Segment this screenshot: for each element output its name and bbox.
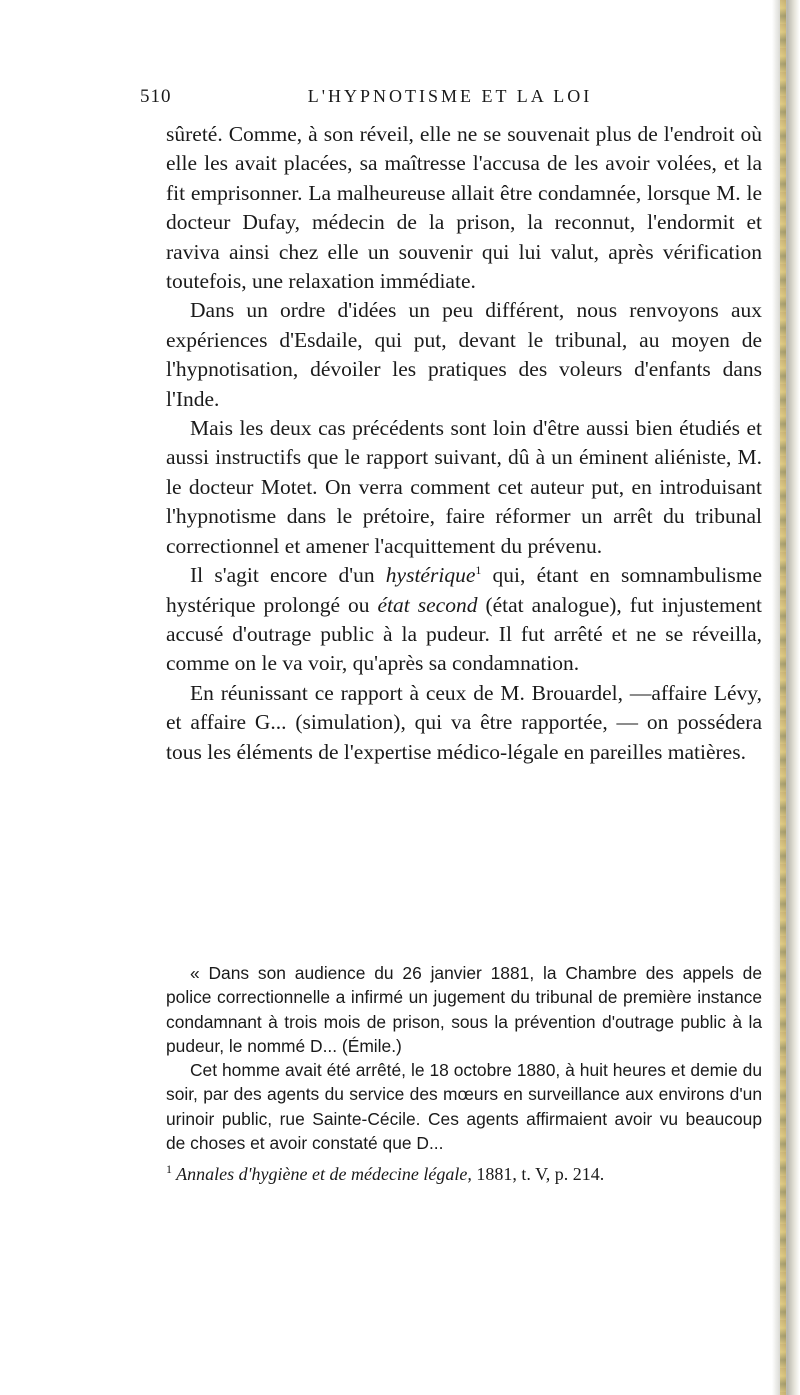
paragraph-4 — [166, 561, 762, 679]
running-title: L'HYPNOTISME ET LA LOI — [307, 86, 593, 106]
footnote-source-title: Annales d'hygiène et de médecine légale, — [172, 1164, 472, 1184]
footnote-ref-marker: 1 — [475, 562, 482, 577]
paragraph-2: Dans un ordre d'idées un peu différent, nous renvoyons aux expériences d'Esdaile, qui put, devant le tribunal, au moyen de l'hypnotisation, dévoiler les pratiques des voleurs d'enfants dans l'Inde. — [166, 298, 762, 411]
paragraph-4-after: (état analogue), fut injustement accusé d'outrage public à la pudeur. Il fut arrêté et ne se réveilla, comme on le va voir, qu'après sa condamnation. — [166, 592, 762, 676]
paragraph-1: sûreté. Comme, à son réveil, elle ne se souvenait plus de l'endroit où elle les avait placées, sa maîtresse l'accusa de les avoir volées, et la fit emprisonner. La malheureuse allait être condamnée, lorsque M. le docteur Dufay, médecin de la prison, la reconnut, l'endormit et raviva ainsi chez elle un souvenir qui lui valut, après vérification toutefois, une relaxation immédiate. — [166, 122, 762, 294]
page-number: 510 — [140, 86, 172, 107]
quote-paragraph-1: « Dans son audience du 26 janvier 1881, la Chambre des appels de police correctionnelle a infirmé un jugement du tribunal de première instance condamnant à trois mois de prison, sous la prévention d'outrage public à la pudeur, le nommé D... (Émile.) — [166, 963, 762, 1056]
page-header — [140, 86, 760, 110]
paragraph-4-middle: qui, étant en somnambulisme hystérique prolongé ou — [166, 563, 762, 617]
paragraph-3: Mais les deux cas précédents sont loin d'être aussi bien étudiés et aussi instructifs que le rapport suivant, dû à un éminent aliéniste, M. le docteur Motet. On verra comment cet auteur put, en introduisant l'hypnotisme dans le prétoire, faire réformer un arrêt du tribunal correctionnel et amener l'acquittement du prévenu. — [166, 416, 762, 558]
quoted-report — [166, 961, 762, 1155]
quote-paragraph-2: Cet homme avait été arrêté, le 18 octobre 1880, à huit heures et demie du soir, par des agents du service des mœurs en surveillance aux environs d'un urinoir public, rue Sainte-Cécile. Ces agents affirmaient avoir vu beaucoup de choses et avoir constaté que D... — [166, 1060, 762, 1154]
term-hysterique: hystérique — [385, 563, 476, 588]
paragraph-4-before: Il s'agit encore d'un — [190, 563, 386, 588]
footnote — [166, 1163, 762, 1185]
term-etat-second: état second — [377, 592, 478, 617]
page-edge-binding — [772, 0, 800, 1395]
paragraph-5: En réunissant ce rapport à ceux de M. Brouardel, —affaire Lévy, et affaire G... (simulation), qui va être rapportée, — on possédera tous les éléments de l'expertise médico-légale en pareilles matières. — [166, 680, 762, 764]
body-text — [166, 120, 762, 767]
footnote-marker: 1 — [166, 1162, 172, 1176]
footnote-reference: 1881, t. V, p. 214. — [471, 1164, 605, 1184]
